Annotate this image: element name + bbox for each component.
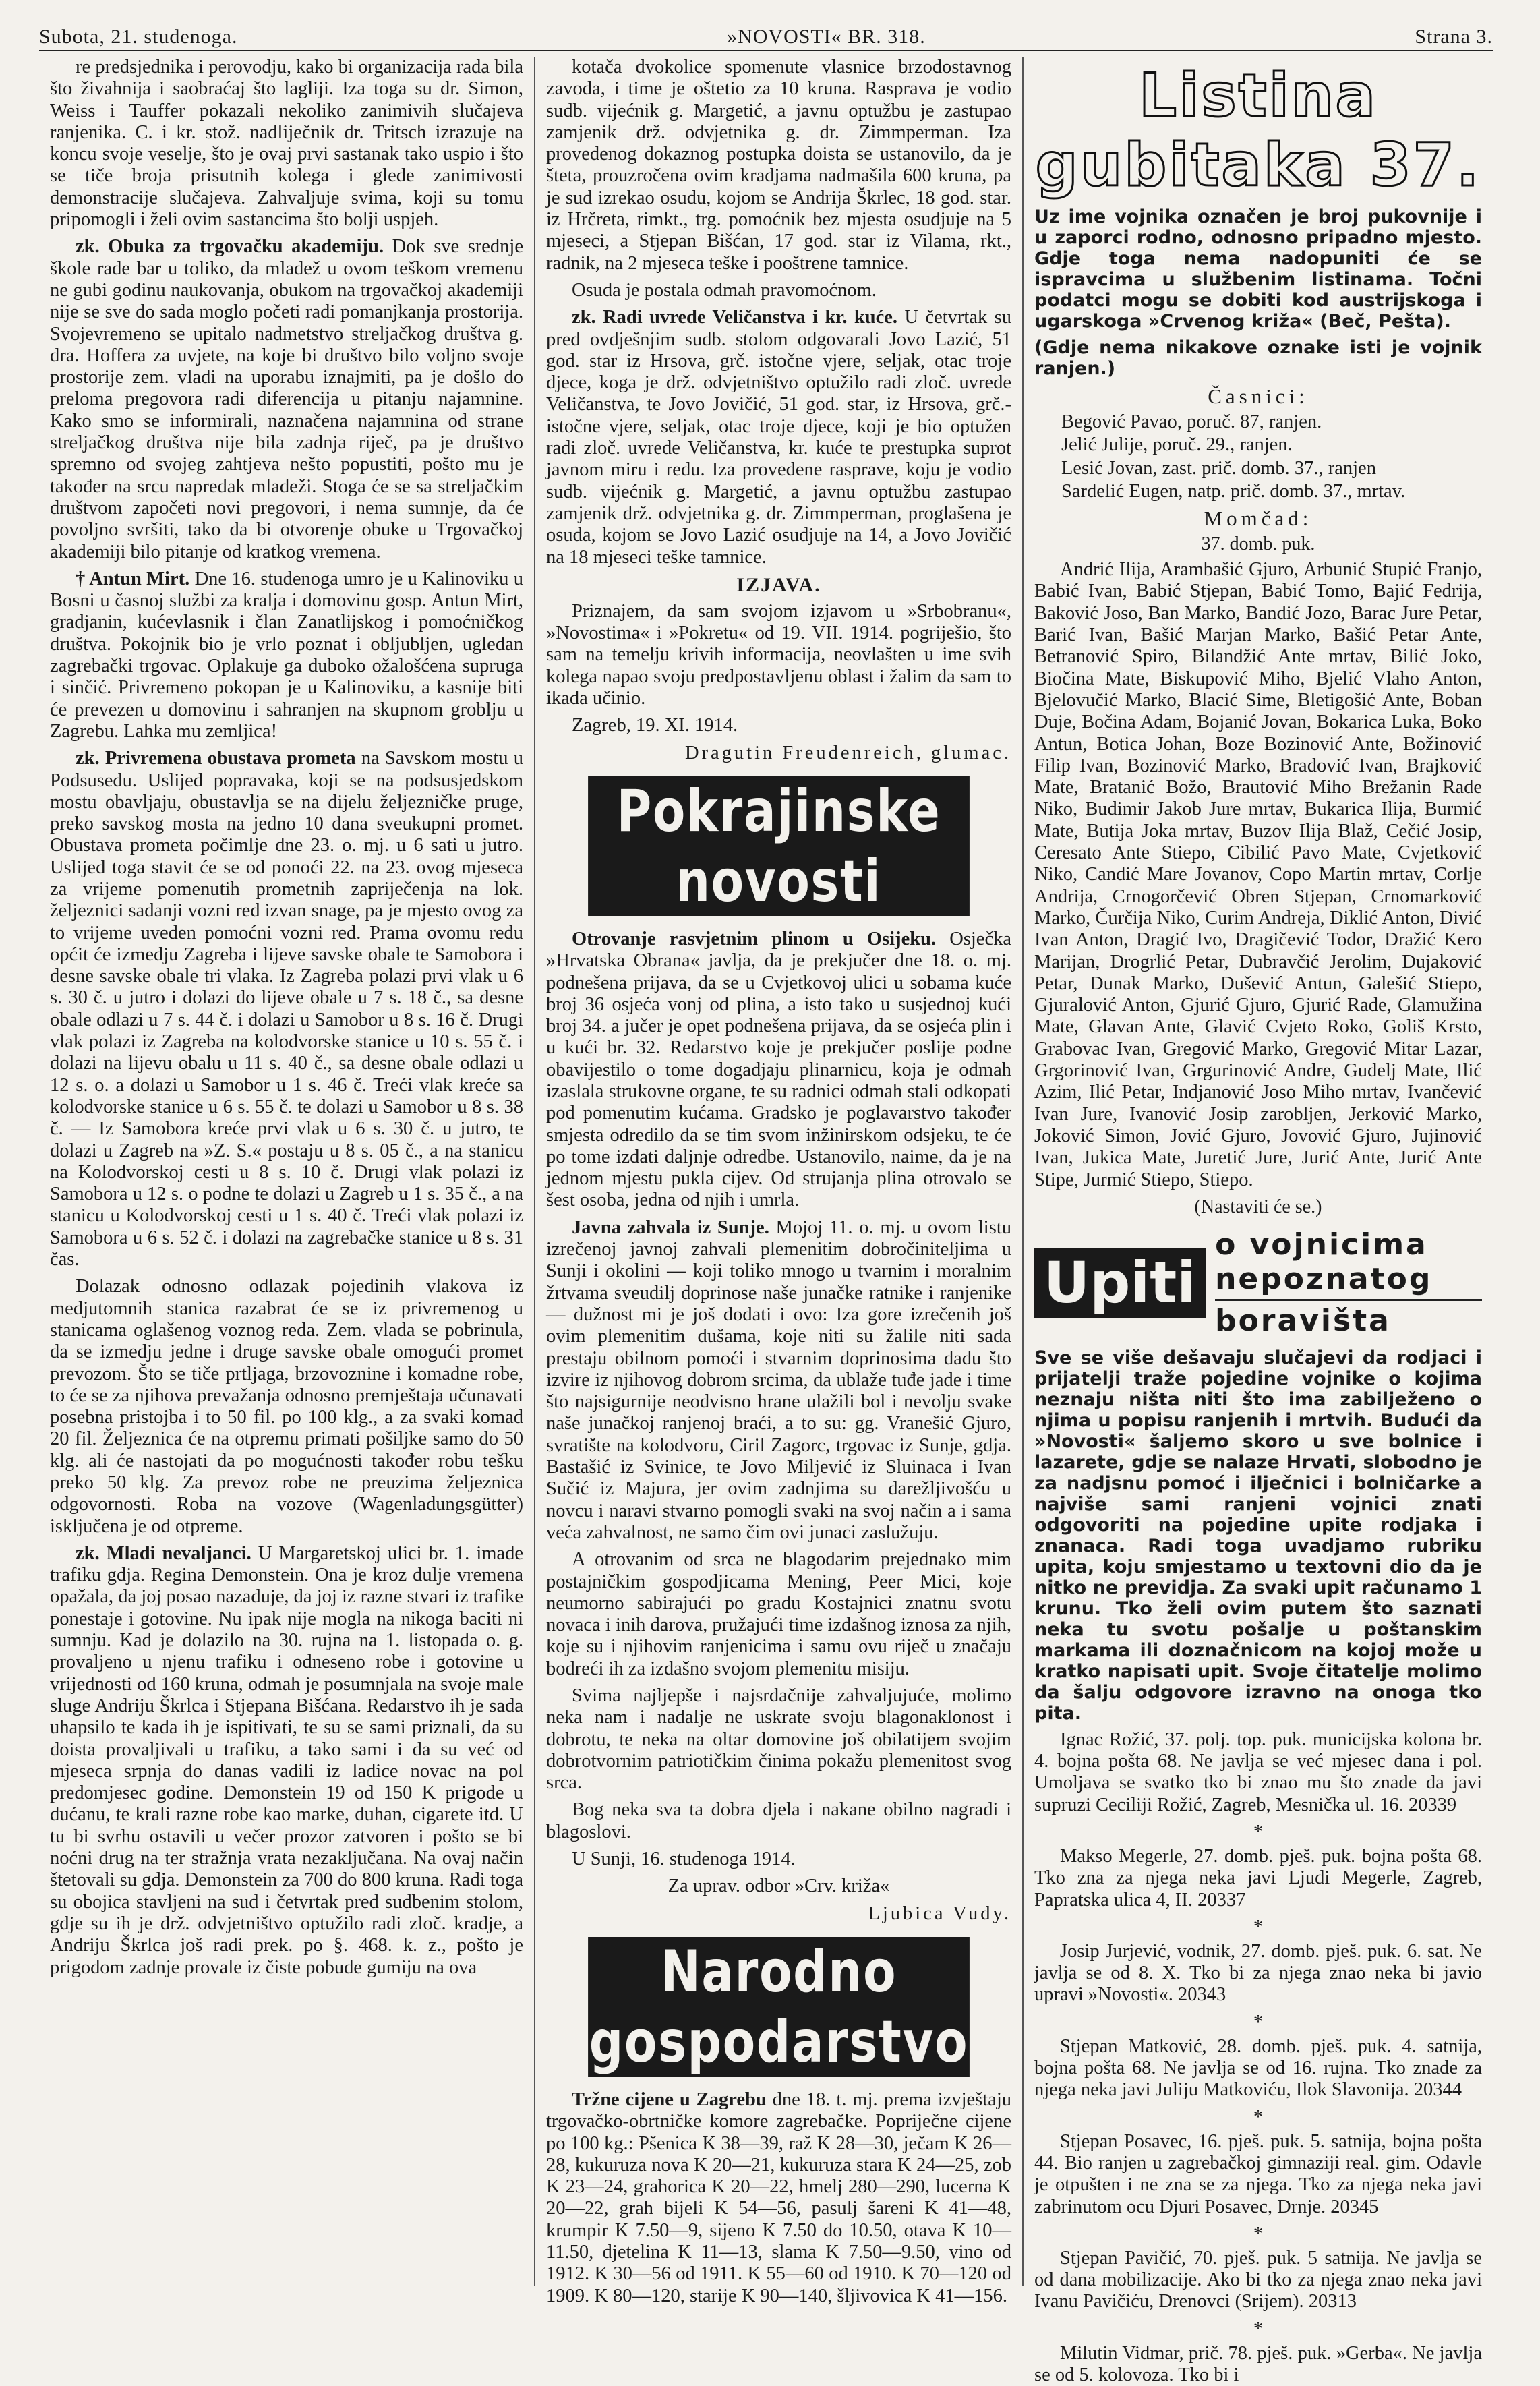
officer-entry: Jelić Julije, poruč. 29., ranjen. — [1061, 434, 1293, 456]
article-text: Dolazak odnosno odlazak pojedinih vlakova iz medjutomnih stanica razabrat će se iz privremenog u stanicama oglašenog voznog reda. Zem. vlada se pobrinula, da se izmedju jedne i druge savske obale omogući promet prevozom. Što se tiče prtljaga, brzovoznine i komadne robe, to će se za njihova prevažanja odnosno premještaja učunavati posebna pristojba i to 50 fil. po 100 klg., a za svaki komad 20 fil. Željeznica će na otpremu primati pošiljke samo do 50 klg. ali će nastojati da po mogućnosti također robu tešku preko 50 klg. Za prevoz robe ne preuzima željeznica odgovornosti. Roba na vozove (Wagenladungsgütter) isključena je od otpreme. — [50, 1276, 523, 1537]
inquiries-header — [1034, 1227, 1482, 1338]
officer-entry: Begović Pavao, poruč. 87, ranjen. — [1061, 411, 1322, 432]
officers-label: Časnici: — [1208, 384, 1309, 408]
article-headline: Tržne cijene u Zagrebu — [572, 2089, 767, 2110]
article-text: na Savskom mostu u Podsusedu. Uslijed popravaka, koji se na podsusjedskom mostu obavljaju, obustavlja se na dijelu željezničke pruge, preko savskog mosta na jedno 10 dana sveukupni promet. Obustava prometa počimlje dne 23. o. mj. u 6 sati u jutro. Uslijed toga stavit će se od ponoći 22. na 23. ovog mjeseca za vrijeme pomenutih prometnih zapriječenja na lok. željeznici sadanji vozni red izvan snage, pa je mjesto ovog za to vrijeme uveden pomoćni vozni red. Prama ovomu redu općit će izmedju Zagreba i lijeve savske obale te Samobora i desne savske obale tri vlaka. Iz Zagreba polazi prvi vlak u 6 s. 30 č. u jutro i dolazi do lijeve obale u 7 s. 18 č., sa desne obale odlazi u 7 s. 44 č. i dolazi u Samobor u 8 s. 16 č. Drugi vlak polazi iz Zagreba na kolodvorske stanice u 10 s. 55 č. i dolazi na lijevu obalu u 11 s. 40 č., sa desne obale odlazi u 12 s. o. a dolazi u Samobor u 1 s. 46 č. Treći vlak kreće sa kolodvorske stanice u 6 s. 55 č. te dolazi u Samobor u 8 s. 38 č. — Iz Samobora kreće prvi vlak u 6 s. 30 č. u jutro, te dolazi u Zagreb na »Z. S.« postaju u 8 s. 05 č., a na stanicu na Kolodvorskoj cesti u 8 s. 10 č. Drugi vlak polazi iz Samobora u 12 s. o podne te dolazi u Zagreb u 1 s. 35 č., a na stanicu u Kolodvorskoj cesti u 1 s. 40 č. Treći vlak polazi iz Samobora u 6 s. 52 č. i dolazi na zagrebačke stanice u 8 s. 31 čas. — [50, 748, 524, 1271]
article-paragraph — [546, 1799, 1011, 1843]
officer-entry: Lesić Jovan, zast. prič. domb. 37., ranjen — [1061, 457, 1376, 479]
separator-star: * — [1253, 2011, 1263, 2033]
article-paragraph — [546, 307, 1011, 569]
column-2 — [535, 57, 1024, 2306]
inquiries-list — [1034, 1729, 1482, 2386]
article-paragraph — [546, 280, 1011, 301]
signature: Ljubica Vudy. — [868, 1902, 1011, 1924]
article-headline: † Antun Mirt. — [76, 568, 190, 589]
separator-star: * — [1253, 2318, 1263, 2339]
article-text: kotača dvokolice spomenute vlasnice brzodostavnog zavoda, i time je oštetio za 10 kruna. Rasprava je vodio sudb. vijećnik g. Margetić, a javnu optužbu je zastupao zamjenik drž. odvjetnika g. dr. Zimmperman. Iza provedenog dokaznog postupka doista se ustanovilo, da je šteta, prouzročena ovim kradjama nadmašila 600 kruna, pa je sud izrekao osudu, kojom se Andrija Škrlec, 18 god. star. iz Hrčreta, rimkt., trg. pomoćnik bez mjesta osudjuje na 5 mjeseci, a Stjepan Bišćan, 17 god. star iz Vilama, rkt., radnik, na 2 mjeseca teške i pooštrene tamnice. — [546, 57, 1011, 274]
article-headline: Otrovanje rasvjetnim plinom u Osijeku. — [572, 928, 937, 950]
article-paragraph — [546, 1685, 1011, 1794]
article-text: Zagreb, 19. XI. 1914. — [572, 715, 738, 736]
inquiries-subtitle — [1215, 1227, 1482, 1338]
signature: Dragutin Freudenreich, glumac. — [684, 742, 1011, 763]
article-text: U Sunji, 16. studenoga 1914. — [572, 1849, 796, 1870]
inquiry-entry: Milutin Vidmar, prič. 78. pješ. puk. »Gerba«. Ne javlja se od 5. kolovoza. Tko bi i — [1034, 2342, 1482, 2386]
header-page-number: Strana 3. — [1415, 26, 1493, 48]
article-paragraph — [546, 1217, 1011, 1544]
article-text: Dne 16. studenoga umro je u Kalinoviku u Bosni u časnoj službi za kralja i domovinu gosp. Antun Mirt, gradjanin, kućevlasnik i član Zanatlijskog i pomoćničkog društva. Pokojnik bio je vrlo poznat i obljubljen, ugledan zagrebački trgovac. Oplakuje ga duboko ožalošćena supruga i sinčić. Privremeno pokopan je u Kalinoviku, a kasnije biti će prevezen u domovinu i sahranjen na skupnom groblju u Zagrebu. Lahka mu zemljica! — [50, 568, 523, 742]
article-paragraph — [546, 1549, 1011, 1680]
separator-star: * — [1253, 2106, 1263, 2128]
inquiries-subtitle-line2: boravišta — [1215, 1303, 1391, 1338]
inquiry-entry: Josip Jurjević, vodnik, 27. domb. pješ. puk. 6. sat. Ne javlja se od 8. X. Tko bi za njega znao neka bi javio upravi »Novosti«. 20343 — [1034, 1940, 1482, 2006]
article-headline: zk. Privremena obustava prometa — [76, 748, 356, 769]
article-text: Osuda je postala odmah pravomoćnom. — [572, 279, 877, 301]
column-1 — [39, 57, 535, 2286]
inquiry-entry: Ignac Rožić, 37. polj. top. puk. municijska kolona br. 4. bojna pošta 68. Ne javlja se već mjesec dana i pol. Umoljava se svatko tko bi znao mu što znade da javi supruzi Ceciliji Rožić, Zagreb, Mesnička ul. 16. 20339 — [1034, 1728, 1482, 1815]
article-paragraph — [546, 2089, 1011, 2307]
article-paragraph — [50, 236, 523, 562]
header-issue: »NOVOSTI« BR. 318. — [727, 26, 926, 48]
regiment-label: 37. domb. puk. — [1201, 533, 1315, 555]
inquiries-subtitle-line1: o vojnicima nepoznatog — [1215, 1227, 1482, 1301]
article-paragraph — [50, 1543, 523, 1979]
article-text: Bog neka sva ta dobra djela i nakane obilno nagradi i blagoslovi. — [546, 1799, 1011, 1842]
article-headline: zk. Radi uvrede Veličanstva i kr. kuće. — [572, 307, 898, 328]
continue-note: (Nastaviti će se.) — [1194, 1196, 1322, 1217]
article-text: Dok sve srednje škole rade bar u toliko, da mladež u ovom teškom vremenu ne gubi godinu naukovanja, obukom na trgovačkoj akademiji nije se sve do sada moglo početi radi pomanjkanja prostorija. Svojevremeno se upitalo nadmetstvo streljačkog društva g. dra. Hoffera za uvjete, na koje bi društvo bilo voljno svoje prostorije zem. vladi na uporabu iznajmiti, pa je došlo do preloma pregovora radi diferencija u pitanju najamnine. Kako smo se informirali, naznačena najamnina od strane streljačkog društva nije bila zadnja riječ, pa je društvo spremno od svojeg zahtjeva nešto popustiti, pošto mu je također na srcu napredak mladeži. Stoga će se sa streljačkim društvom započeti novi pregovori, i nema sumnje, da će povoljno svršiti, tako da bi otvorenje obuke u Trgovačkoj akademiji bilo pitanje od kratkog vremena. — [50, 236, 524, 562]
article-text: A otrovanim od srca ne blagodarim prejednako mim postajničkim gospodjicama Mening, Peer Mici, koje neumorno sabirajući po gradu Kostajnici znatnu svotu novaca i inih darova, pružajući time izdašnog iznosa za njih, koje su i njihovim ranjenicima i samu ovu riječ u značaju bodreći ih za izdašno svojom plemenitu misiju. — [546, 1549, 1011, 1679]
inquiries-intro: Sve se više dešavaju slučajevi da rodjaci i prijatelji traže pojedine vojnike o kojima neznaju ništa niti što ima zabilježeno o njima u popisu ranjenih i mrtvih. Budući da »Novosti« šaljemo skoro u sve bolnice i lazarete, gdje se nalaze Hrvati, slobodno je za nadjsnu pomoć i ilječnici i bolničarke a najviše sami ranjeni vojnici znati odgovoriti na pojedine upite rodjaka i znanaca. Radi toga uvadjamo rubriku upita, koju smjestamo u textovni dio da je nitko ne previdja. Za svaki upit računamo 1 krunu. Tko želi ovim putem što saznati neka tu svotu pošalje u poštanskim markama ili doznačnicom na kojoj može u kratko napisati upit. Svoje čitatelje molimo da šalju odgovore izravno na onoga tko pita. — [1034, 1347, 1482, 1724]
article-paragraph — [546, 929, 1011, 1212]
inquiry-entry: Makso Megerle, 27. domb. pješ. puk. bojna pošta 68. Tko zna za njega neka javi Ljudi Megerle, Zagreb, Papratska ulica 4, II. 20337 — [1034, 1845, 1482, 1911]
article-text: Mojoj 11. o. mj. u ovom listu izrečenoj javnoj zahvali plemenitim dobročiniteljima u Sunji i okolini — koji toliko mnogo u tvarnim i moralnim žrtvama sveudilj doprinose naše junačke ratnike i ranjenike — dužnost mi je još dodati i ovo: Iza gore izrečenih još ovim plemenitim dušama, koje niti su žalile niti sada prestaju obilnom pomoći i stvarnim doprinosima dadu što izvire iz njihovog dobrom srcima, da ublaže tuđe jade i time što najsigurnije neodvisno hrane ulažili bol i nevolju svake naše junačkoj ranjenoj braći, a to su: gg. Vranešić Gjuro, svratište na kolodvoru, Ciril Zagorc, trgovac iz Sunje, gdja. Bastašić iz Svinice, te Jovo Miljević iz Sluinaca i Ivan Sučić iz Majura, jer ovim zadnjima su darežljivošću u novcu i naravi stvarno pomogli svaki na svoj način a i sama veća zahvalnost, ne samo čim ovi junaci zaslužuju. — [546, 1217, 1011, 1543]
article-text: U četvrtak su pred ovdješnjim sudb. stolom odgovarali Jovo Lazić, 51 god. star iz Hrsova, grč. istočne vjere, seljak, otac troje djece, koga je drž. odvjetništvo optužilo radi zloč. uvrede Veličanstva, te Jovo Jovičić, 51 god. star, iz Hrsova, grč.-istočne vjere, seljak, otac troje djece, koji je bio optužen radi zloč. uvrede Veličanstva, kr. kuće te prestupka suprot javnom miru i redu. Iza provedene rasprave, koju je vodio sudb. vijećnik g. Margetić, a javnu optužbu zastupao zamjenik drž. odvjetnika g. dr. Zimmperman, proglašena je osuda, kojom se Jovo Lazić osudjuje na 14, a Jovo Jovičić na 18 mjeseci teške tamnice. — [546, 307, 1012, 568]
article-paragraph — [546, 715, 1011, 736]
casualty-list-note: (Gdje nema nikakove oznake isti je vojnik ranjen.) — [1034, 337, 1482, 379]
article-text: Svima najljepše i najsrdačnije zahvaljujuće, molimo neka nam i nadalje ne uskrate svoju blagonaklonost i dobrotu, te neka na oltar domovine još obilatijem svojim dobrotvornim patriotičkim činima pokažu plemenitost svog srca. — [546, 1685, 1011, 1794]
statement-heading: IZJAVA. — [736, 573, 821, 596]
article-text: re predsjednika i perovodju, kako bi organizacija rada bila što živahnija i saobraćaj što lagliji. Iza toga su dr. Simon, Weiss i Tauffer pokazali nekoliko zanimivih slučajeva ranjenika. C. i kr. stož. nadliječnik dr. Tritsch izrazuje na koncu svoje veselje, što je ovaj prvi sastanak tako uspio i što se tiče broja prisutnih kolega i glede zanimivosti demonstracije slučajeva. Zahvaljuje svima, koji su tomu pripomogli i želi ovim sastancima što bolji uspjeh. — [50, 57, 523, 231]
article-paragraph — [546, 57, 1011, 274]
column-3 — [1024, 57, 1493, 2386]
centered-line: Za uprav. odbor »Crv. križa« — [668, 1875, 890, 1897]
separator-star: * — [1253, 2223, 1263, 2244]
inquiry-entry: Stjepan Posavec, 16. pješ. puk. 5. satnija, bojna pošta 44. Bio ranjen u zagrebačkoj gimnaziji real. gim. Odavle je otpušten i ne zna se za njega. Tko za njega neka javi zabrinutom ocu Djuri Posavec, Drnje. 20345 — [1034, 2130, 1482, 2217]
article-text: dne 18. t. mj. prema izvještaju trgovačko-obrtničke komore zagrebačke. Popriječne cijene po 100 kg.: Pšenica K 38—39, raž K 28—30, ječam K 26—28, kukuruza nova K 20—21, kukuruza stara K 24—25, zob K 23—24, grahorica K 20—22, hmelj 280—290, lucerna K 20—22, grah bijeli K 54—56, pasulj šareni K 41—48, krumpir K 7.50—9, sijeno K 7.50 do 10.50, otava K 10—11.50, djetelina K 11—13, slama K 7.50—9.50, vino od 1912. K 30—56 od 1911. K 55—60 od 1910. K 70—120 od 1909. K 80—120, starije K 90—140, šljivovica K 41—156. — [546, 2089, 1012, 2306]
article-paragraph — [50, 1276, 523, 1538]
article-headline: zk. Obuka za trgovačku akademiju. — [76, 236, 384, 258]
article-headline: Javna zahvala iz Sunje. — [572, 1217, 769, 1238]
officers-list — [1034, 411, 1482, 502]
article-paragraph — [50, 748, 523, 1271]
article-headline: zk. Mladi nevaljanci. — [76, 1542, 251, 1564]
article-paragraph — [50, 569, 523, 743]
inquiries-big-title: Upiti — [1034, 1248, 1206, 1318]
article-text: Priznajem, da sam svojom izjavom u »Srbobranu«, »Novostima« i »Pokretu« od 19. VII. 1914. pogriješio, što sam na temelju krivih informacija, neovlašten u ime svih kolega napao svoju predpostavljenu oblast i žalim da sam to ikada učinio. — [546, 600, 1011, 709]
separator-star: * — [1253, 1821, 1263, 1842]
casualty-list-intro: Uz ime vojnika označen je broj pukovnije i u zaporci rodno, odnosno pripadno mjesto. Gdje toga nema nadopuniti će se ispravcima u službenim listinama. Točni podatci mogu se dobiti kod austrijskoga i ugarskoga »Crvenog križa« (Beč, Pešta). — [1034, 206, 1482, 332]
article-text: U Margaretskoj ulici br. 1. imade trafiku gdja. Regina Demonstein. Ona je kroz dulje vremena opažala, da joj posao nazaduje, da joj iz razne stvari iz trafike ponestaje i gotovine. Nu ipak nije mogla na nikoga baciti ni sumnju. Kad je dolazilo na 30. rujna na 1. listopada o. g. provaljeno u njenu trafiku i odneseno robe i gotovine u vrijednosti od 160 kruna, odmah je posumnjala na svoje male sluge Andriju Škrlca i Stjepana Bišćana. Redarstvo ih je sada uhapsilo te kada ih je ispitivati, te su se sami priznali, da su doista provaljivali u trafiku, a tako sami i da su već od mjeseca srpnja do danas vadili iz ladice novac na pol predomjesec godine. Demonstein 19 od 150 K prigode u dućanu, te krali razne robe kao marke, duhan, cigarete itd. U tu bi svrhu ostavili u večer prozor zatvoren i pošto se bi noćni drug na ter stražnja vrata nezaključana. Na ovaj način štetovali su gdja. Demonstein za 700 do 800 kruna. Radi toga su obojica stavljeni na sud i četvrtak pred sudbenim stolom, gdje su ih je drž. odvjetništvo optužilo radi zloč. kradje, a Andriju Škrlca još radi prek. po §. 468. k. z., pošto je prigodom zadnje provale iz čiste pobude gumiju na ova — [50, 1542, 523, 1978]
section-heading: Pokrajinske novosti — [588, 776, 970, 916]
soldiers-label: Momčad: — [1204, 506, 1313, 531]
page-header — [39, 7, 1493, 51]
section-heading: Narodno gospodarstvo — [589, 1938, 969, 2076]
casualty-list-title: Listina gubitaka 37. — [1035, 61, 1481, 200]
article-paragraph — [546, 601, 1011, 709]
officer-entry: Sardelić Eugen, natp. prič. domb. 37., mrtav. — [1061, 480, 1406, 502]
article-paragraph — [50, 57, 523, 231]
header-date: Subota, 21. studenoga. — [39, 26, 238, 48]
inquiry-entry: Stjepan Pavičić, 70. pješ. puk. 5 satnija. Ne javlja se od dana mobilizacije. Ako bi tko za njega znao neka javi Ivanu Pavičiću, Drenovci (Srijem). 20313 — [1034, 2247, 1482, 2312]
article-text: Osječka »Hrvatska Obrana« javlja, da je prekjučer dne 18. o. mj. podnešena prijava, da se u Cvjetkovoj ulici u sobama kuće broj 36 osjeća vonj od plina, a isto tako u susjednoj kući broj 34. a jučer je opet podnešena prijava, da se osjeća plin i u kući br. 32. Redarstvo koje je prekjučer poslije podne obavijestilo o tome dogadjaju plinarnicu, koja je odmah izaslala strukovne organe, te su radnici odmah stali odkopati pod pomenutim kućama. Gradsko je poglavarstvo također smjesta odredilo da se tim svom inžinirskom odsjeku, te će po tome izdati daljnje odredbe. Ustanovilo, naime, da je na jednom mjestu pukla cijev. Od strujanja plina otrovalo se šest osoba, jedna od njih i umrla. — [546, 928, 1012, 1211]
separator-star: * — [1253, 1916, 1263, 1938]
soldiers-list: Andrić Ilija, Arambašić Gjuro, Arbunić Stupić Franjo, Babić Ivan, Babić Stjepan, Babić Tomo, Bajić Fedrija, Baković Joso, Ban Marko, Bandić Jozo, Barac Jure Petar, Barić Ivan, Bašić Marjan Marko, Bašić Petar Ante, Betranović Spiro, Bilandžić Ante mrtav, Bilić Joko, Biočina Mate, Biskupović Miho, Bjelić Vlaho Anton, Bjelovučić Marko, Blacić Sime, Bletigošić Ante, Boban Duje, Bočina Adam, Bojanić Jovan, Bokarica Luka, Boko Antun, Botica Johan, Boze Bozinović Ante, Božinović Filip Ivan, Bozinović Marko, Bradović Ivan, Brajković Mate, Bratanić Božo, Brautović Miho Brežanin Rade Niko, Budimir Jakob Jure mrtav, Bukarica Ilija, Burmić Mate, Butija Joka mrtav, Buzov Ilija Blaž, Cečić Josip, Ceresato Ante Stiepo, Cibilić Pavo Mate, Cvjetković Niko, Candić Mare Jovanov, Copo Martin mrtav, Corlje Andrija, Crnogorčević Obren Stjepan, Crnomarković Marko, Čurčija Niko, Curim Andreja, Diklić Anton, Divić Ivan Anton, Dragić Ivo, Dragičević Todor, Dražić Kero Marijan, Drogrlić Petar, Dubravčić Jerolim, Dujaković Petar, Dunak Marko, Dušević Antun, Galešić Stiepo, Gjuralović Anton, Gjurić Gjuro, Gjurić Rade, Glamužina Mate, Glavan Ante, Glavić Cvjeto Roko, Goliš Krsto, Grabovac Ivan, Gregović Marko, Gregović Mitar Lazar, Grgorinović Ivan, Grgurinović Andre, Gudelj Mate, Ilić Azim, Ilić Petar, Indjanović Joso Miho mrtav, Ivančević Ivan Jure, Ivanović Josip zarobljen, Jerković Marko, Joković Simon, Jović Gjuro, Jovović Gjuro, Jujinović Ivan, Jukica Mate, Juretić Jure, Jurić Ante, Jurić Ante Stipe, Jurmić Stiepo, Stiepo. — [1034, 559, 1482, 1190]
inquiry-entry: Stjepan Matković, 28. domb. pješ. puk. 4. satnija, bojna pošta 68. Ne javlja se od 16. rujna. Tko znade za njega neka javi Juliju Matkoviću, Ilok Slavonija. 20344 — [1034, 2035, 1482, 2101]
article-paragraph — [546, 1849, 1011, 1870]
